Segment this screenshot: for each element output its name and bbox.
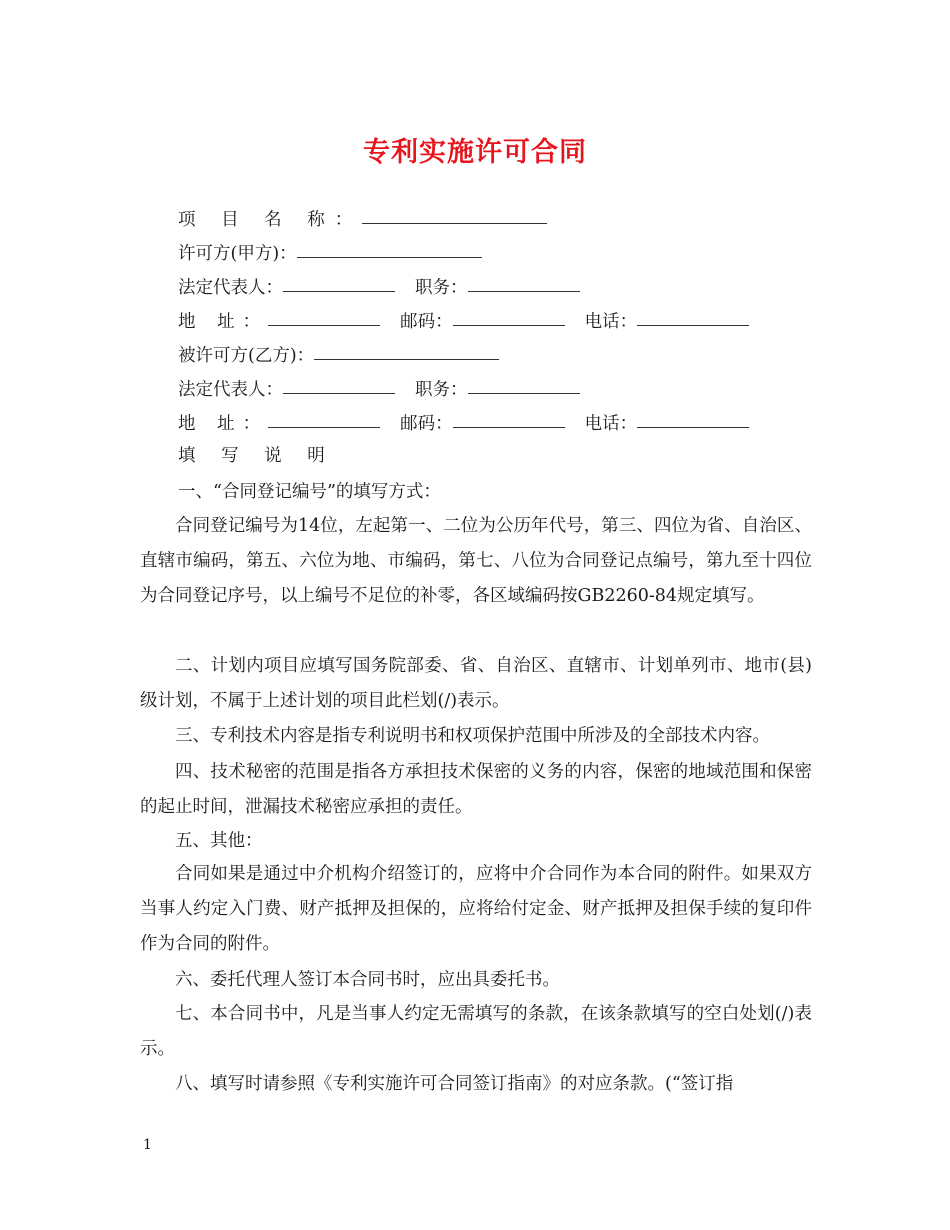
postcode-label: 邮码： — [400, 414, 453, 434]
position-label: 职务： — [415, 380, 468, 400]
licensee-phone-blank[interactable] — [637, 413, 749, 428]
licensee-address-blank[interactable] — [268, 413, 380, 428]
document-title: 专利实施许可合同 — [363, 137, 587, 168]
instruction-paragraph-5: 四、技术秘密的范围是指各方承担技术保密的义务的内容，保密的地域范围和保密的起止时间，泄漏技术秘密应承担的责任。 — [140, 762, 812, 817]
licensee-line — [178, 344, 499, 368]
instruction-paragraph-7: 合同如果是通过中介机构介绍签订的，应将中介合同作为本合同的附件。如果双方当事人约定入门费、财产抵押及担保的，应将给付定金、财产抵押及担保手续的复印件作为合同的附件。 — [140, 864, 812, 954]
phone-label: 电话： — [584, 414, 638, 434]
licensor-blank[interactable] — [297, 243, 482, 258]
licensor-address-line — [178, 310, 749, 334]
instruction-paragraph-4: 三、专利技术内容是指专利说明书和权项保护范围中所涉及的全部技术内容。 — [175, 726, 770, 746]
licensee-postcode-blank[interactable] — [453, 413, 565, 428]
licensor-position-blank[interactable] — [468, 277, 580, 292]
phone-label: 电话： — [584, 312, 638, 332]
instruction-paragraph-2: 合同登记编号为14位，左起第一、二位为公历年代号，第三、四位为省、自治区、直辖市编码，第五、六位为地、市编码，第七、八位为合同登记点编号，第九至十四位为合同登记序号，以上编号不足位的补零，各区域编码按GB2260-84规定填写。 — [140, 516, 812, 606]
address-label: 地 址： — [178, 414, 269, 434]
instruction-paragraph-1: 一、“合同登记编号”的填写方式： — [178, 482, 441, 502]
project-name-blank[interactable] — [362, 209, 547, 224]
licensor-phone-blank[interactable] — [637, 311, 749, 326]
project-name-line — [178, 208, 547, 232]
legal-rep-label: 法定代表人： — [178, 380, 283, 400]
licensor-rep-line — [178, 276, 580, 300]
address-label: 地 址： — [178, 312, 269, 332]
instruction-paragraph-3: 二、计划内项目应填写国务院部委、省、自治区、直辖市、计划单列市、地市(县)级计划，不属于上述计划的项目此栏划(/)表示。 — [140, 656, 812, 711]
licensee-rep-blank[interactable] — [283, 379, 395, 394]
instructions-heading: 填 写 说 明 — [178, 446, 335, 466]
instruction-paragraph-10: 八、填写时请参照《专利实施许可合同签订指南》的对应条款。(“签订指 — [175, 1074, 734, 1094]
licensee-position-blank[interactable] — [468, 379, 580, 394]
instruction-paragraph-8: 六、委托代理人签订本合同书时，应出具委托书。 — [175, 970, 560, 990]
licensee-blank[interactable] — [314, 345, 499, 360]
instruction-paragraph-6: 五、其他： — [175, 831, 263, 851]
page-number: 1 — [143, 1137, 152, 1153]
postcode-label: 邮码： — [400, 312, 453, 332]
legal-rep-label: 法定代表人： — [178, 278, 283, 298]
licensee-address-line — [178, 412, 749, 436]
project-name-label: 项 目 名 称： — [178, 210, 363, 230]
licensor-address-blank[interactable] — [268, 311, 380, 326]
licensor-postcode-blank[interactable] — [453, 311, 565, 326]
position-label: 职务： — [415, 278, 468, 298]
licensee-label: 被许可方(乙方)： — [178, 346, 315, 366]
licensor-label: 许可方(甲方)： — [178, 244, 297, 264]
licensee-rep-line — [178, 378, 580, 402]
licensor-line — [178, 242, 482, 266]
instruction-paragraph-9: 七、本合同书中，凡是当事人约定无需填写的条款，在该条款填写的空白处划(/)表示。 — [140, 1004, 812, 1059]
licensor-rep-blank[interactable] — [283, 277, 395, 292]
